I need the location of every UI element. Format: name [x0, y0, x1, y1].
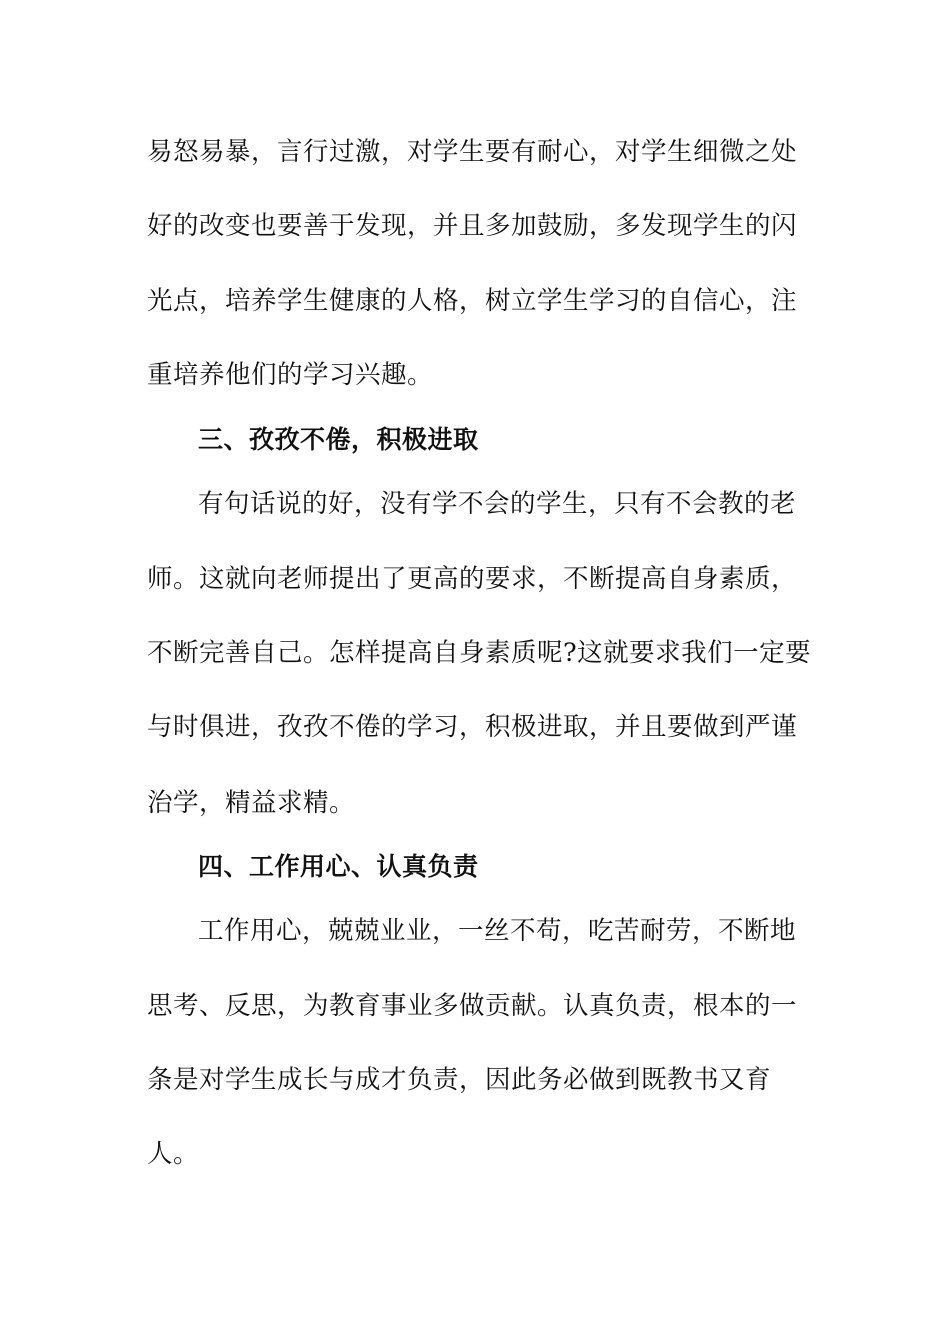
paragraph-line: 师。这就向老师提出了更高的要求，不断提高自身素质， [147, 564, 798, 594]
paragraph-line: 思考、反思，为教育事业多做贡献。认真负责，根本的一 [147, 991, 798, 1021]
paragraph-line: 工作用心，兢兢业业，一丝不苟，吃苦耐劳，不断地 [198, 916, 797, 946]
paragraph-line: 重培养他们的学习兴趣。 [147, 360, 434, 390]
paragraph-line: 不断完善自己。怎样提高自身素质呢?这就要求我们一定要 [147, 638, 812, 668]
paragraph-line: 光点，培养学生健康的人格，树立学生学习的自信心，注 [147, 286, 798, 316]
paragraph-line: 治学，精益求精。 [147, 788, 356, 818]
section-heading: 四、工作用心、认真负责 [198, 852, 479, 881]
paragraph-line: 与时俱进，孜孜不倦的学习，积极进取，并且要做到严谨 [147, 712, 798, 742]
paragraph-line: 好的改变也要善于发现，并且多加鼓励，多发现学生的闪 [147, 211, 798, 241]
paragraph-line: 人。 [147, 1139, 200, 1169]
paragraph-line: 条是对学生成长与成才负责，因此务必做到既教书又育 [147, 1065, 772, 1095]
paragraph-line: 有句话说的好，没有学不会的学生，只有不会教的老 [198, 489, 797, 519]
paragraph-line: 易怒易暴，言行过激，对学生要有耐心，对学生细微之处 [147, 137, 798, 167]
section-heading: 三、孜孜不倦，积极进取 [198, 425, 479, 454]
